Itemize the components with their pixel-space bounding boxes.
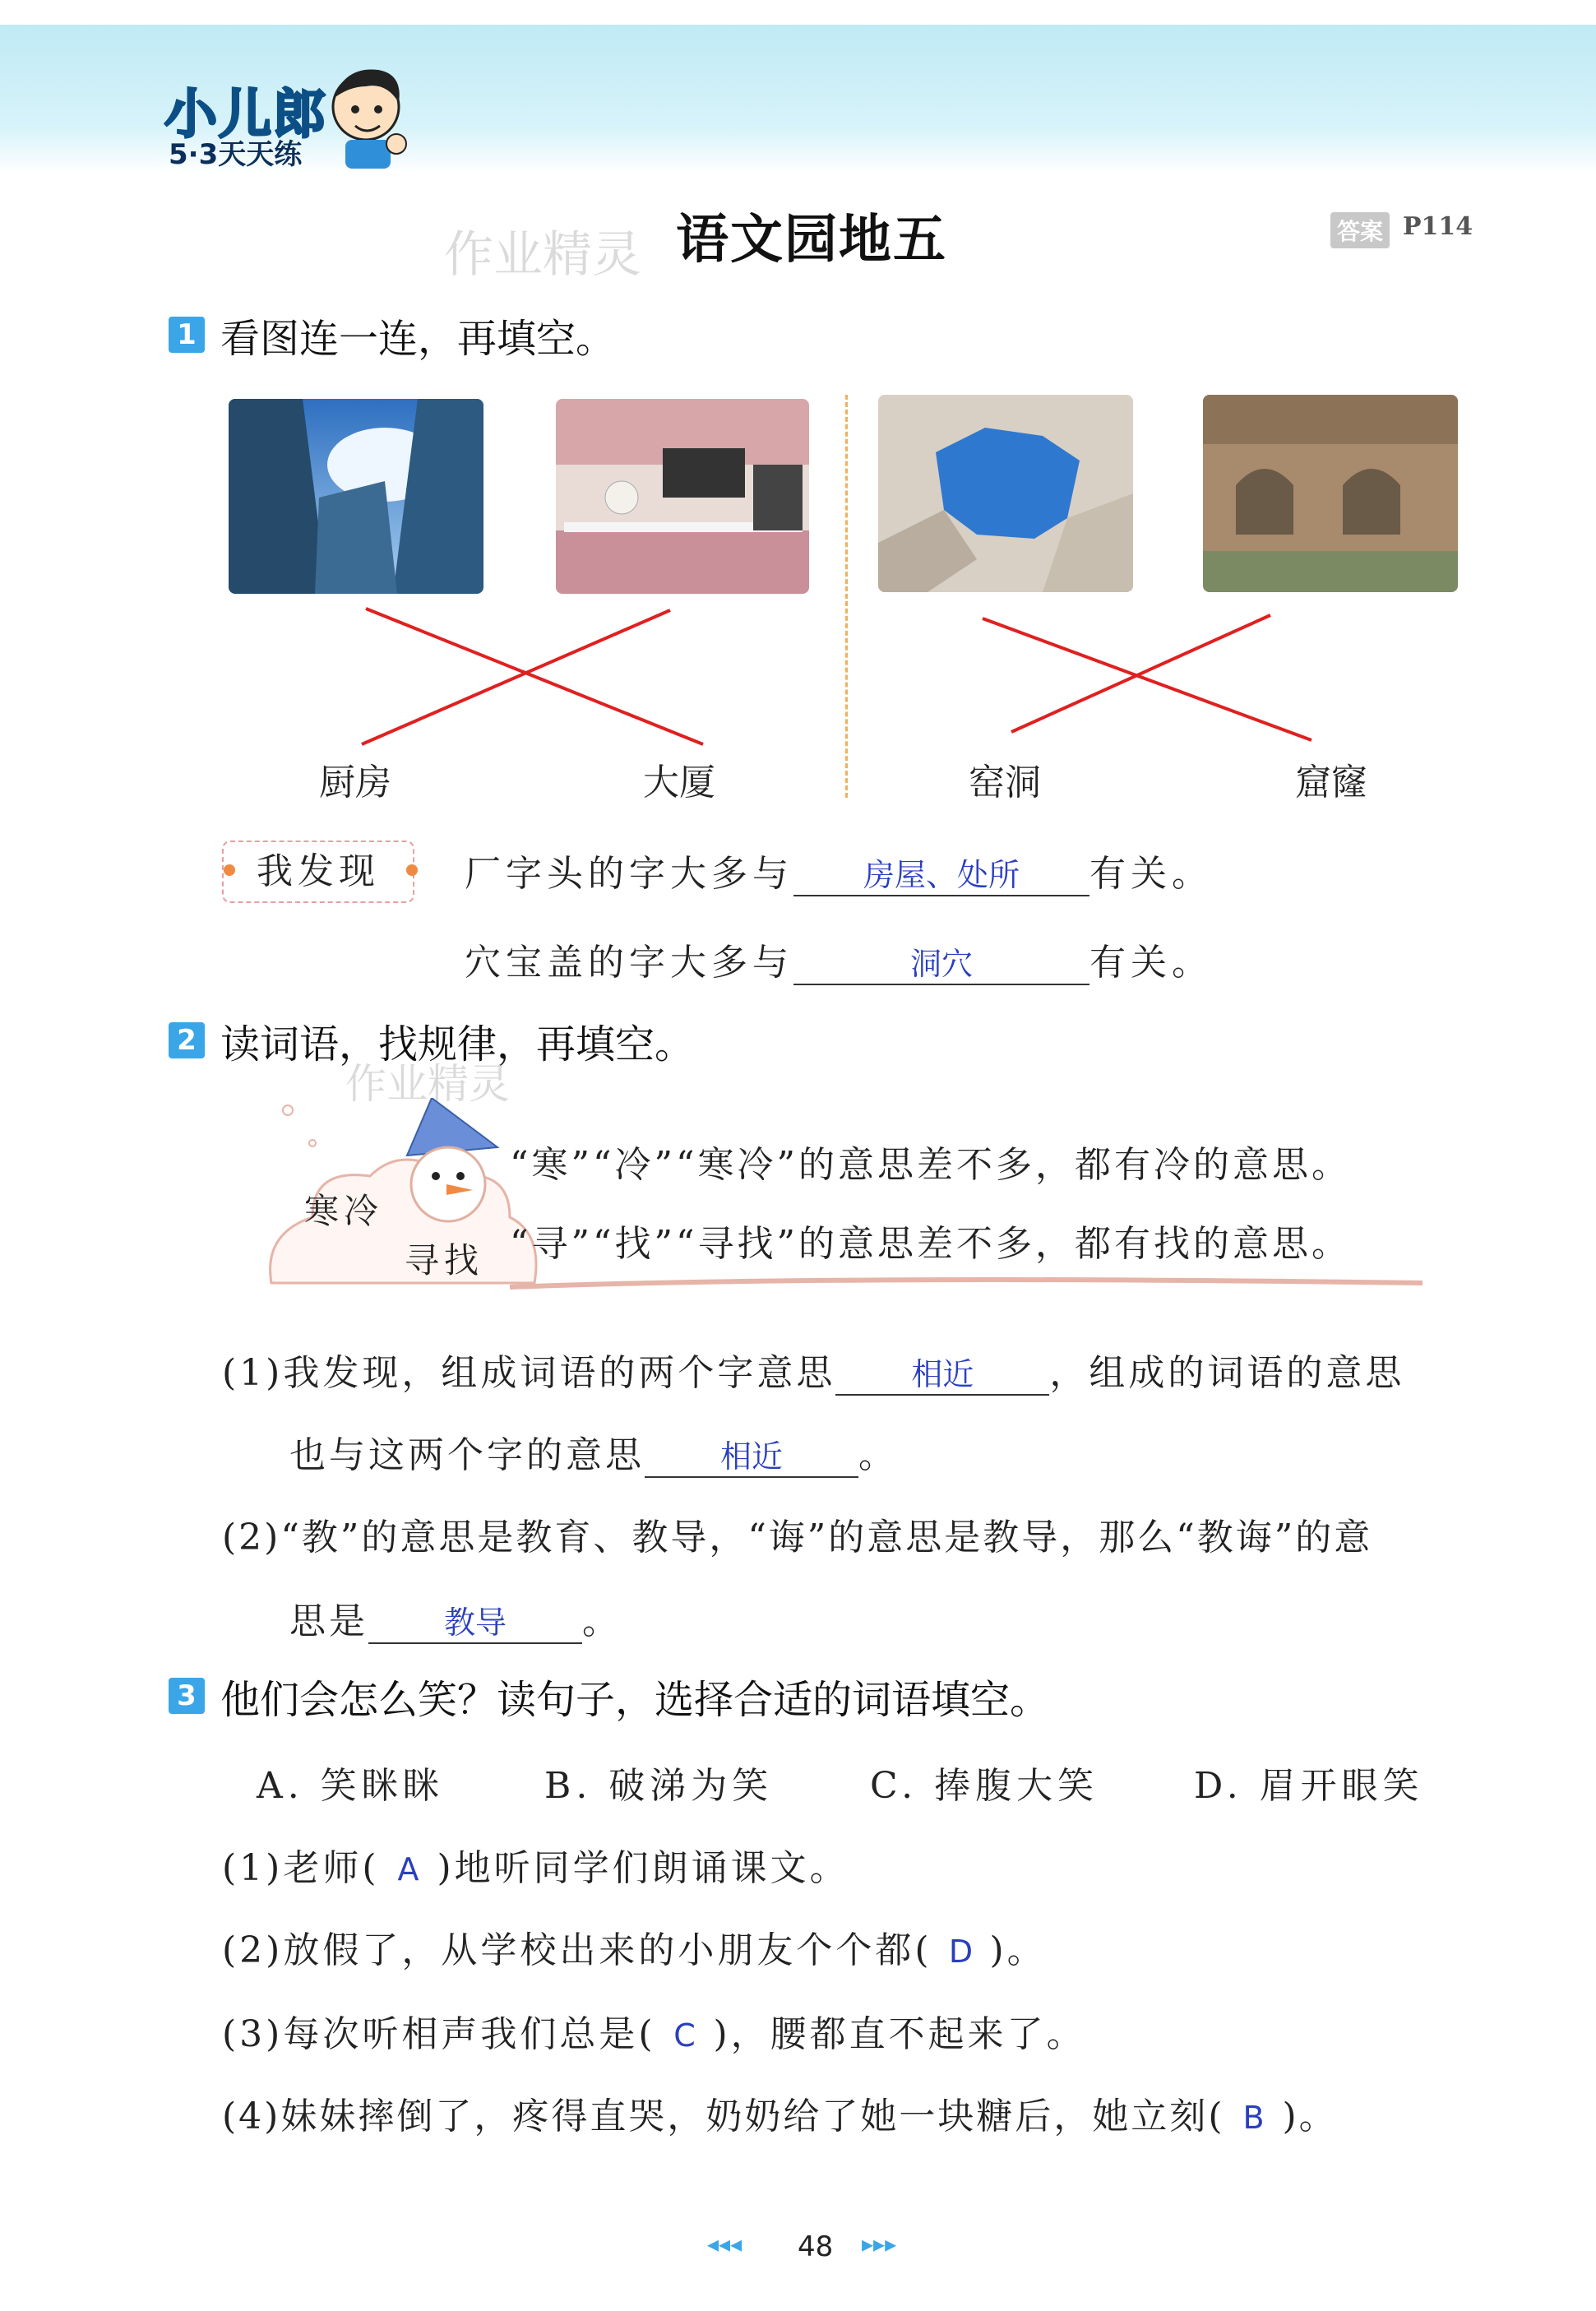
sentence-cold: “寒”“冷”“寒冷”的意思差不多，都有冷的意思。 (510, 1144, 1351, 1186)
divider (845, 395, 848, 798)
label-building: 大厦 (643, 762, 715, 804)
question-2-text: 读词语，找规律，再填空。 (220, 1021, 695, 1068)
question-3-text: 他们会怎么笑？读句子，选择合适的词语填空。 (220, 1677, 1050, 1723)
word-find: 寻找 (405, 1240, 484, 1281)
q3-answer-1: A (397, 1851, 419, 1887)
label-kitchen: 厨房 (319, 762, 391, 804)
q3-item-1: (1)老师( A )地听同学们朗诵课文。 (222, 1847, 849, 1889)
logo-subtitle: 5·3天天练 (169, 138, 303, 171)
q3-answer-3: C (673, 2017, 696, 2054)
q3-answer-2: D (948, 1934, 974, 1970)
question-number-2: 2 (169, 1022, 205, 1058)
option-b: B. 破涕为笑 (544, 1765, 774, 1807)
match-line-2 (362, 610, 670, 744)
q2-answer-1: 相近 (835, 1349, 1049, 1396)
question-1-text: 看图连一连，再填空。 (220, 316, 616, 362)
snowman-wizard-icon (374, 1098, 506, 1230)
q2-item-1-line-1: (1)我发现，组成词语的两个字意思 相近 ，组成的词语的意思 (222, 1343, 1404, 1396)
dot-right (406, 864, 418, 876)
find-label: 我发现 (222, 841, 414, 903)
q2-item-2-line-1: (2)“教”的意思是教育、教导，“诲”的意思是教导，那么“教诲”的意 (222, 1517, 1373, 1558)
q1-answer-2: 洞穴 (793, 938, 1089, 985)
cave-dwelling-photo (1203, 395, 1458, 592)
sentence-find: “寻”“找”“寻找”的意思差不多，都有找的意思。 (510, 1223, 1351, 1265)
q2-answer-3: 教导 (368, 1597, 582, 1644)
match-line-4 (1011, 615, 1270, 732)
logo-title: 小儿郎 (164, 85, 327, 146)
match-line-1 (366, 609, 703, 744)
q1-answer-1: 房屋、处所 (793, 850, 1089, 896)
kitchen-photo (556, 399, 809, 594)
label-cave: 窑洞 (969, 762, 1041, 804)
q2-answer-2: 相近 (645, 1431, 858, 1478)
mascot-boy-icon (321, 62, 411, 169)
skyscraper-photo (229, 399, 483, 594)
answer-tag: 答案 (1330, 212, 1390, 248)
label-hole: 窟窿 (1295, 762, 1367, 804)
word-cold: 寒冷 (304, 1191, 384, 1231)
match-line-3 (983, 618, 1311, 740)
hole-photo (878, 395, 1133, 592)
q2-item-2-line-2: 思是 教导 。 (289, 1591, 622, 1644)
q3-item-2: (2)放假了，从学校出来的小朋友个个都( D )。 (222, 1929, 1047, 1971)
footer-right-arrows-icon: ▸▸▸ (862, 2230, 897, 2258)
question-number-3: 3 (169, 1678, 205, 1714)
q1-line-1: 厂字头的字大多与 房屋、处所 有关。 (465, 844, 1213, 896)
footer-left-arrows-icon: ◂◂◂ (707, 2230, 742, 2258)
option-d: D. 眉开眼笑 (1194, 1765, 1424, 1807)
page-title: 语文园地五 (676, 210, 947, 271)
q3-item-4: (4)妹妹摔倒了，疼得直哭，奶奶给了她一块糖后，她立刻( B )。 (222, 2096, 1338, 2137)
q3-answer-4: B (1242, 2100, 1265, 2136)
q1-line-2: 穴宝盖的字大多与 洞穴 有关。 (465, 933, 1213, 985)
watermark-2: 作业精灵 (345, 1060, 510, 1108)
option-c: C. 捧腹大笑 (870, 1765, 1099, 1807)
option-a: A. 笑眯眯 (257, 1765, 444, 1807)
q2-item-1-line-2: 也与这两个字的意思 相近 。 (289, 1425, 898, 1478)
answer-page: P114 (1403, 212, 1473, 241)
q3-item-3: (3)每次听相声我们总是( C )，腰都直不起来了。 (222, 2013, 1086, 2055)
page-number: 48 (798, 2230, 834, 2263)
question-number-1: 1 (169, 317, 205, 353)
watermark: 作业精灵 (444, 226, 641, 284)
